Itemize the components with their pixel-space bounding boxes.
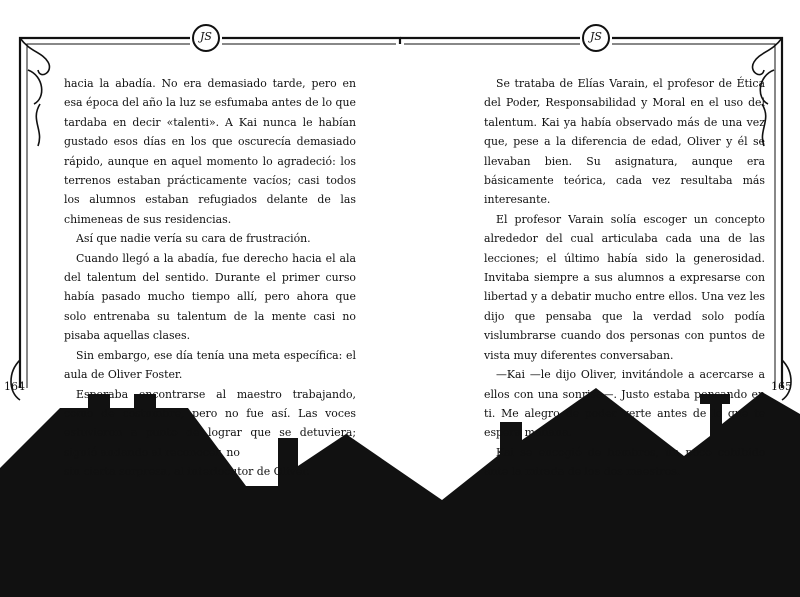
- paragraph-wrapped: sin cierta sorpresa, al interlocutor de Oliver.: [64, 465, 310, 479]
- paragraph: hacia la abadía. No era demasiado tarde, pero en esa época del año la luz se esfumaba antes de lo que tardaba en decir «talenti». A Kai nunca le habían gustado esos días en los que oscurecía demasiado rápido, aunque en aquel momento lo agradeció: los terrenos estaban prácticamente vacíos; casi todos los alumnos estaban refugiados delante de las chimeneas de sus residencias.: [64, 77, 356, 226]
- left-page-text: [64, 74, 356, 482]
- monogram-right: JS: [590, 30, 602, 43]
- paragraph: Kai se encogió de hombros, un poco cohibido ante la mirada de los dos maestros.: [484, 445, 765, 479]
- paragraph: —Kai —le dijo Oliver, invitándole a acercarse a ellos con una sonrisa—. Justo estaba pensando en ti. Me alegro de poder verte antes de lo que te espera mañana.: [484, 368, 765, 440]
- paragraph: El profesor Varain solía escoger un concepto alrededor del cual articulaba cada una de las lecciones; el último había sido la generosidad. Invitaba siempre a sus alumnos a expresarse con libertad y a debatir mucho entre ellos. Una vez les dijo que pensaba que la verdad solo podía vislumbrarse cuando dos personas con puntos de vista muy diferentes conversaban.: [484, 212, 765, 362]
- page-number-left: 164: [4, 380, 25, 393]
- paragraph: Se trataba de Elías Varain, el profesor de Ética del Poder, Responsabilidad y Moral en el uso del talentum. Kai ya había observado más de una vez que, pese a la diferencia de edad, Oliver y él se llevaban bien. Su asignatura, aunque era básicamente teórica, cada vez resultaba más interesante.: [484, 77, 765, 207]
- right-page-text: [484, 74, 765, 482]
- page-number-right: 165: [771, 380, 792, 393]
- monogram-left: JS: [200, 30, 212, 43]
- paragraph: Sin embargo, ese día tenía una meta específica: el aula de Oliver Foster.: [64, 348, 356, 382]
- paragraph: Así que nadie vería su cara de frustración.: [76, 232, 311, 246]
- paragraph: Cuando llegó a la abadía, fue derecho hacia el ala del talentum del sentido. Durante el primer curso había pasado mucho tiempo allí, pero ahora que solo entrenaba su talentum de la mente casi no pisaba aquellas clases.: [64, 251, 356, 343]
- paragraph: Esperaba encontrarse al maestro trabajando, como de costumbre, pero no fue así. Las voces estuvieron a punto de lograr que se detuviera; siguió andando al reconocer, no: [64, 387, 356, 459]
